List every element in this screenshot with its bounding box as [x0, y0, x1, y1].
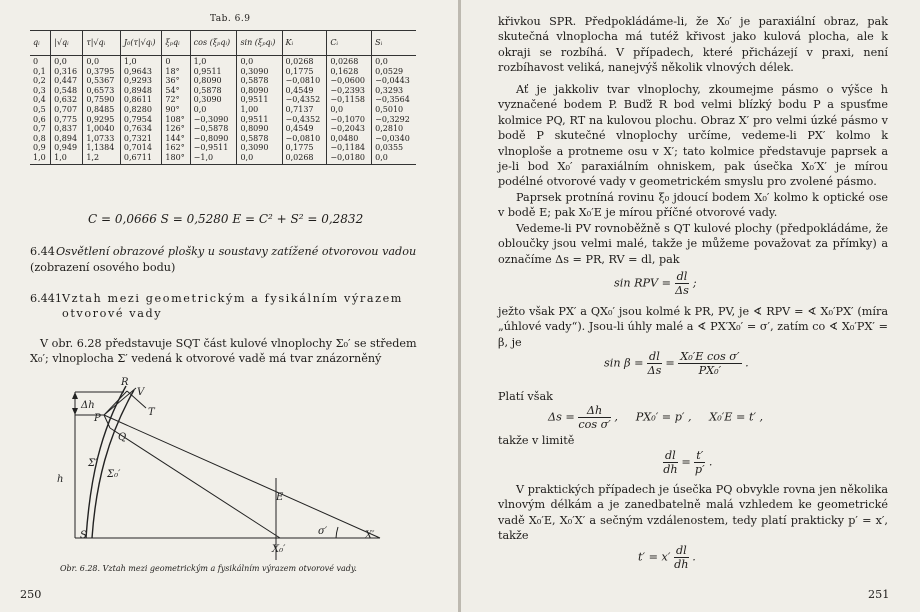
eq3-rest: , PX₀′ = p′ , X₀′E = t′ ,: [614, 410, 764, 424]
label-delta-h: Δh: [81, 400, 95, 411]
table-cell: 0,1: [33, 66, 46, 76]
table-header-cell: cos (ξₚqᵢ): [190, 31, 237, 56]
paragraph-8: takže v limitě: [498, 434, 575, 447]
section-6441-number: 6.441: [30, 292, 63, 305]
table-cell: 0,8485: [86, 104, 115, 114]
table-cell: 0,1775: [285, 66, 314, 76]
table-cell: −0,0443: [375, 76, 410, 86]
table-cell: 0,6573: [86, 85, 115, 95]
table-column: [83, 56, 121, 165]
table-cell: 0,3: [33, 85, 46, 95]
table-cell: 0,8090: [240, 85, 269, 95]
table-cell: 0,1628: [330, 66, 359, 76]
table-cell: 36°: [165, 76, 180, 86]
table-cell: 0,0: [375, 152, 388, 162]
table-header-cell: ξₚqᵢ: [162, 31, 190, 56]
section-644-title: Osvětlení obrazové plošky u soustavy zatížené otvorovou vadou: [56, 245, 417, 258]
data-table: [30, 30, 416, 165]
eq3-fraction: [578, 404, 610, 431]
table-cell: −0,1070: [330, 114, 366, 124]
table-cell: 0,0: [193, 104, 207, 114]
eq5-numerator: dl: [675, 544, 687, 557]
sigma-angle-arc: [336, 527, 338, 538]
label-sigma-0: Σ₀′: [107, 469, 121, 480]
table-cell: 0,447: [54, 76, 78, 86]
section-644-subtitle: (zobrazení osového bodu): [30, 261, 176, 274]
eq5-lhs: t′ = x′: [638, 550, 671, 564]
eq2-fraction-2: [678, 350, 741, 377]
eq2-lhs: sin β =: [604, 356, 644, 370]
table-cell: 0,7321: [123, 133, 152, 143]
table-cell: 0,9: [33, 143, 46, 153]
equation-2: [604, 350, 749, 377]
table-cell: 1,0733: [86, 133, 115, 143]
table-cell: −0,0810: [285, 133, 321, 143]
table-cell: 0,0: [375, 57, 388, 66]
table-cell: 0,5878: [240, 133, 269, 143]
table-cell: 0,3090: [240, 143, 269, 153]
table-cell: 0,5878: [240, 76, 269, 86]
table-cell: 0,4549: [285, 85, 314, 95]
table-cell: 1,0: [193, 57, 207, 66]
table-header-cell: sin (ξₚqᵢ): [237, 31, 282, 56]
table-cell: 0,0529: [375, 66, 404, 76]
table-cell: 0,9643: [123, 66, 152, 76]
table-cell: 1,2: [86, 152, 100, 162]
arrowhead-up: [72, 392, 78, 399]
paragraph-3: Ať je jakkoliv tvar vlnoplochy, zkoumejme pásmo o výšce h vyznačené bodem P. Buďž R bod velmi blízký bodu P a spusťme kolmice PQ, RT na kulovou plochu. Obraz X′ pro velmi úzké pásmo v bodě P skutečné vlnoplochy určíme, vedeme-li PX′ kolmo k vlnoploše a protneme osu v X′; tato kolmice představuje paprsek a je-li bod X₀′ paraxiálním ohniskem, pak úsečka X₀′X′ je mírou podélné otvorové vady v geometrickém smyslu pro zvolené pásmo.: [498, 83, 888, 189]
table-cell: 0,707: [54, 104, 78, 114]
eq1-fraction: [675, 270, 690, 297]
label-e: E: [276, 492, 284, 503]
table-cell: 144°: [165, 133, 185, 143]
table-cell: 54°: [165, 85, 180, 95]
paragraph-4: Paprsek protníná rovinu ξ₀ jdoucí bodem X₀′ kolmo k optické ose v bodě E; pak X₀′E je mírou příčné otvorové vady.: [498, 191, 888, 220]
table-cell: 0,894: [54, 133, 78, 143]
table-cell: 18°: [165, 66, 180, 76]
eq2-equals: =: [665, 356, 675, 370]
equation-3: [548, 404, 763, 431]
table-header-row: [30, 31, 416, 56]
label-h: h: [57, 474, 64, 485]
table-cell: 1,0: [33, 152, 46, 162]
eq1-numerator: dl: [676, 270, 688, 283]
table-column: [30, 56, 51, 165]
table-cell: −0,3292: [375, 114, 410, 124]
paragraph-6: ježto však PX′ a QX₀′ jsou kolmé k PR, PV, je ∢ RPV = ∢ X₀′PX′ (míra „úhlové vady“). Jsou-li úhly malé a ∢ PX′X₀′ = σ′, zatím co ∢ X₀′PX′ = β, je: [498, 305, 888, 349]
table-cell: 0,8948: [123, 85, 152, 95]
paragraph-2: křivkou SPR. Předpokládáme-li, že X₀′ je paraxiální obraz, pak skutečná vlnoplocha má tutéž křivost jako kulová plocha, ale k okraji se rozbíhá. V případech, které přicházejí v praxi, není rozbíhavost veliká, nanejvýš několik vlnových délek.: [498, 15, 888, 75]
table-cell: 0: [33, 57, 39, 66]
table-cell: 0,9293: [123, 76, 152, 86]
table-cell: 1,1384: [86, 143, 115, 153]
label-v: V: [137, 387, 145, 398]
section-6441-title-1: Vztah mezi geometrickým a fysikálním výrazem: [62, 292, 404, 305]
eq2-numerator-2: X₀′E cos σ′: [680, 350, 740, 363]
table-cell: −0,0180: [330, 152, 366, 162]
table-cell: −0,9511: [193, 143, 229, 153]
table-cell: 108°: [165, 114, 185, 124]
equation-4: [663, 449, 712, 476]
eq1-end: ;: [692, 276, 697, 290]
table-cell: 0,0480: [330, 133, 359, 143]
paragraph-1-line-2: X₀′; vlnoplocha Σ′ vedená k otvorové vadě má tvar znázorněný: [30, 352, 382, 365]
page-number-right: 251: [868, 588, 890, 601]
table-cell: −0,8090: [193, 133, 229, 143]
paragraph-7: Platí však: [498, 390, 553, 403]
label-sigma-angle: σ′: [318, 526, 328, 537]
table-cell: 0,9295: [86, 114, 115, 124]
table-cell: −0,4352: [285, 114, 321, 124]
section-6441-title-2: otvorové vady: [62, 307, 163, 320]
ray-q-x0: [110, 428, 280, 538]
table-cell: 0,8090: [240, 124, 269, 134]
eq4-equals: =: [681, 455, 691, 469]
table-cell: 0,2810: [375, 124, 404, 134]
eq2-end: .: [745, 356, 749, 370]
table-cell: −0,5878: [193, 124, 229, 134]
table-cell: 0,4: [33, 95, 46, 105]
table-cell: 72°: [165, 95, 180, 105]
table-header-cell: qᵢ: [30, 31, 51, 56]
equation-5: [638, 544, 696, 571]
table-cell: 0,7014: [123, 143, 152, 153]
label-s: S: [80, 530, 87, 541]
table-cell: −0,1158: [330, 95, 366, 105]
table-column: [237, 56, 282, 165]
eq4-numerator-right: t′: [696, 449, 704, 462]
table-cell: 126°: [165, 124, 185, 134]
table-cell: 0,0: [54, 57, 67, 66]
section-644-number: 6.44: [30, 245, 55, 258]
table-cell: 0,0268: [285, 57, 314, 66]
table-cell: −0,3090: [193, 114, 229, 124]
arrowhead-down: [72, 408, 78, 415]
table-cell: −0,2393: [330, 85, 366, 95]
table-cell: 0,0: [240, 57, 254, 66]
table-cell: 0,8280: [123, 104, 152, 114]
eq4-fraction-left: [663, 449, 678, 476]
table-cell: 0,7137: [285, 104, 314, 114]
table-cell: −0,3564: [375, 95, 410, 105]
table-cell: 180°: [165, 152, 185, 162]
eq2-denominator-1: Δs: [647, 364, 662, 377]
table-cell: 1,0: [54, 152, 67, 162]
eq3-numerator: Δh: [578, 404, 610, 418]
eq5-end: .: [692, 550, 696, 564]
table-cell: 162°: [165, 143, 185, 153]
table-header-cell: Sᵢ: [372, 31, 416, 56]
table-column: [282, 56, 327, 165]
table-cell: 0,7: [33, 124, 46, 134]
table-cell: 0,7590: [86, 95, 115, 105]
table-cell: −0,0340: [375, 133, 410, 143]
table-cell: 0,9511: [240, 95, 269, 105]
table-cell: 0,8090: [193, 76, 222, 86]
table-cell: 0,3090: [240, 66, 269, 76]
table-cell: −0,0810: [285, 76, 321, 86]
eq4-end: .: [708, 455, 713, 469]
table-cell: 0,1775: [285, 143, 314, 153]
table-cell: −0,0600: [330, 76, 366, 86]
table-cell: 0,0: [86, 57, 100, 66]
table-cell: 1,0040: [86, 124, 115, 134]
table-cell: 0,6711: [123, 152, 152, 162]
table-cell: 0,7634: [123, 124, 152, 134]
table-cell: 0,949: [54, 143, 78, 153]
table-cell: 0,5367: [86, 76, 115, 86]
table-cell: 0,3090: [193, 95, 222, 105]
eq4-numerator-left: dl: [665, 449, 676, 462]
label-sigma-prime: Σ′: [88, 458, 98, 469]
eq4-fraction-right: [694, 449, 705, 476]
table-header-cell: |√qᵢ: [51, 31, 83, 56]
table-cell: 0,8: [33, 133, 46, 143]
table-cell: 0,837: [54, 124, 78, 134]
table-cell: 1,0: [123, 57, 137, 66]
eq1-denominator: Δs: [675, 284, 689, 297]
table-cell: 0,0268: [285, 152, 314, 162]
label-x0-prime: X₀′: [272, 544, 286, 555]
summary-formula: C = 0,0666 S = 0,5280 E = C² + S² = 0,2832: [88, 212, 364, 226]
eq5-denominator: dh: [674, 558, 689, 571]
paragraph-5: Vedeme-li PV rovnoběžně s QT kulové plochy (předpokládáme, že obloučky jsou velmi malé, takže je můžeme považovat za přímky) a označíme Δs = PR, RV = dl, pak: [498, 222, 888, 266]
table-cell: 0,632: [54, 95, 78, 105]
table-header-cell: Cᵢ: [327, 31, 372, 56]
eq2-fraction-1: [647, 350, 662, 377]
figure-caption: Obr. 6.28. Vztah mezi geometrickým a fysikálním výrazem otvorové vady.: [60, 564, 357, 573]
table-header-cell: J₀(τ|√qᵢ): [120, 31, 162, 56]
table-title: Tab. 6.9: [210, 14, 251, 24]
eq5-fraction: [674, 544, 689, 571]
label-x-prime: X′: [365, 530, 375, 541]
table-column: [372, 56, 416, 165]
table-cell: 1,00: [240, 104, 259, 114]
table-cell: 0,0268: [330, 57, 359, 66]
paragraph-1-line-1: V obr. 6.28 představuje SQT část kulové vlnoplochy Σ₀′ se středem: [40, 337, 417, 350]
table-cell: 0,0355: [375, 143, 404, 153]
eq2-numerator-1: dl: [649, 350, 660, 363]
table-cell: 0,8611: [123, 95, 152, 105]
table-cell: 0,548: [54, 85, 78, 95]
table-header-cell: τ|√qᵢ: [83, 31, 121, 56]
table-cell: 0,9511: [240, 114, 269, 124]
table-cell: 0,4549: [285, 124, 314, 134]
table-cell: 0: [165, 57, 171, 66]
table-header-cell: Kᵢ: [282, 31, 327, 56]
table-cell: 0,5010: [375, 104, 404, 114]
table-column: [190, 56, 237, 165]
ray-p-x-prime: [104, 415, 380, 538]
eq4-denominator-left: dh: [663, 463, 678, 476]
page-number-left: 250: [20, 588, 42, 601]
table-cell: 0,9511: [193, 66, 222, 76]
table-column: [120, 56, 162, 165]
label-q: Q: [118, 432, 127, 443]
eq3-denominator: cos σ′: [578, 418, 611, 431]
table-row: [30, 56, 416, 165]
table-cell: −0,2043: [330, 124, 366, 134]
table-cell: 0,0: [330, 104, 344, 114]
label-r: R: [121, 377, 129, 388]
table-cell: 0,3293: [375, 85, 404, 95]
figure-6-28: [0, 370, 458, 575]
table-column: [51, 56, 83, 165]
label-t: T: [148, 407, 155, 418]
left-page: [0, 0, 458, 612]
table-cell: 0,316: [54, 66, 78, 76]
label-p: P: [94, 413, 101, 424]
table-cell: 0,5: [33, 104, 46, 114]
table-column: [327, 56, 372, 165]
table-cell: −0,4352: [285, 95, 321, 105]
table-cell: 0,0: [240, 152, 254, 162]
paragraph-9: V praktických případech je úsečka PQ obvykle rovna jen několika vlnovým délkám a je zanedbatelně malá vzhledem ke geometrické vadě X₀′E, X₀′X′ a sečným vzdálenostem, tedy platí prakticky p′ = x′, takže: [498, 483, 888, 543]
table-cell: 0,775: [54, 114, 78, 124]
table-column: [162, 56, 190, 165]
table-cell: −1,0: [193, 152, 214, 162]
eq3-lhs: Δs =: [548, 410, 575, 424]
eq2-denominator-2: PX₀′: [698, 364, 722, 377]
eq1-lhs: sin RPV =: [614, 276, 672, 290]
table-cell: 0,5878: [193, 85, 222, 95]
equation-1: [614, 270, 697, 297]
table-cell: −0,1184: [330, 143, 366, 153]
table-cell: 0,2: [33, 76, 46, 86]
table-cell: 0,7954: [123, 114, 152, 124]
table-cell: 0,6: [33, 114, 46, 124]
table-cell: 0,3795: [86, 66, 115, 76]
eq4-denominator-right: p′: [694, 463, 705, 476]
table-cell: 90°: [165, 104, 180, 114]
